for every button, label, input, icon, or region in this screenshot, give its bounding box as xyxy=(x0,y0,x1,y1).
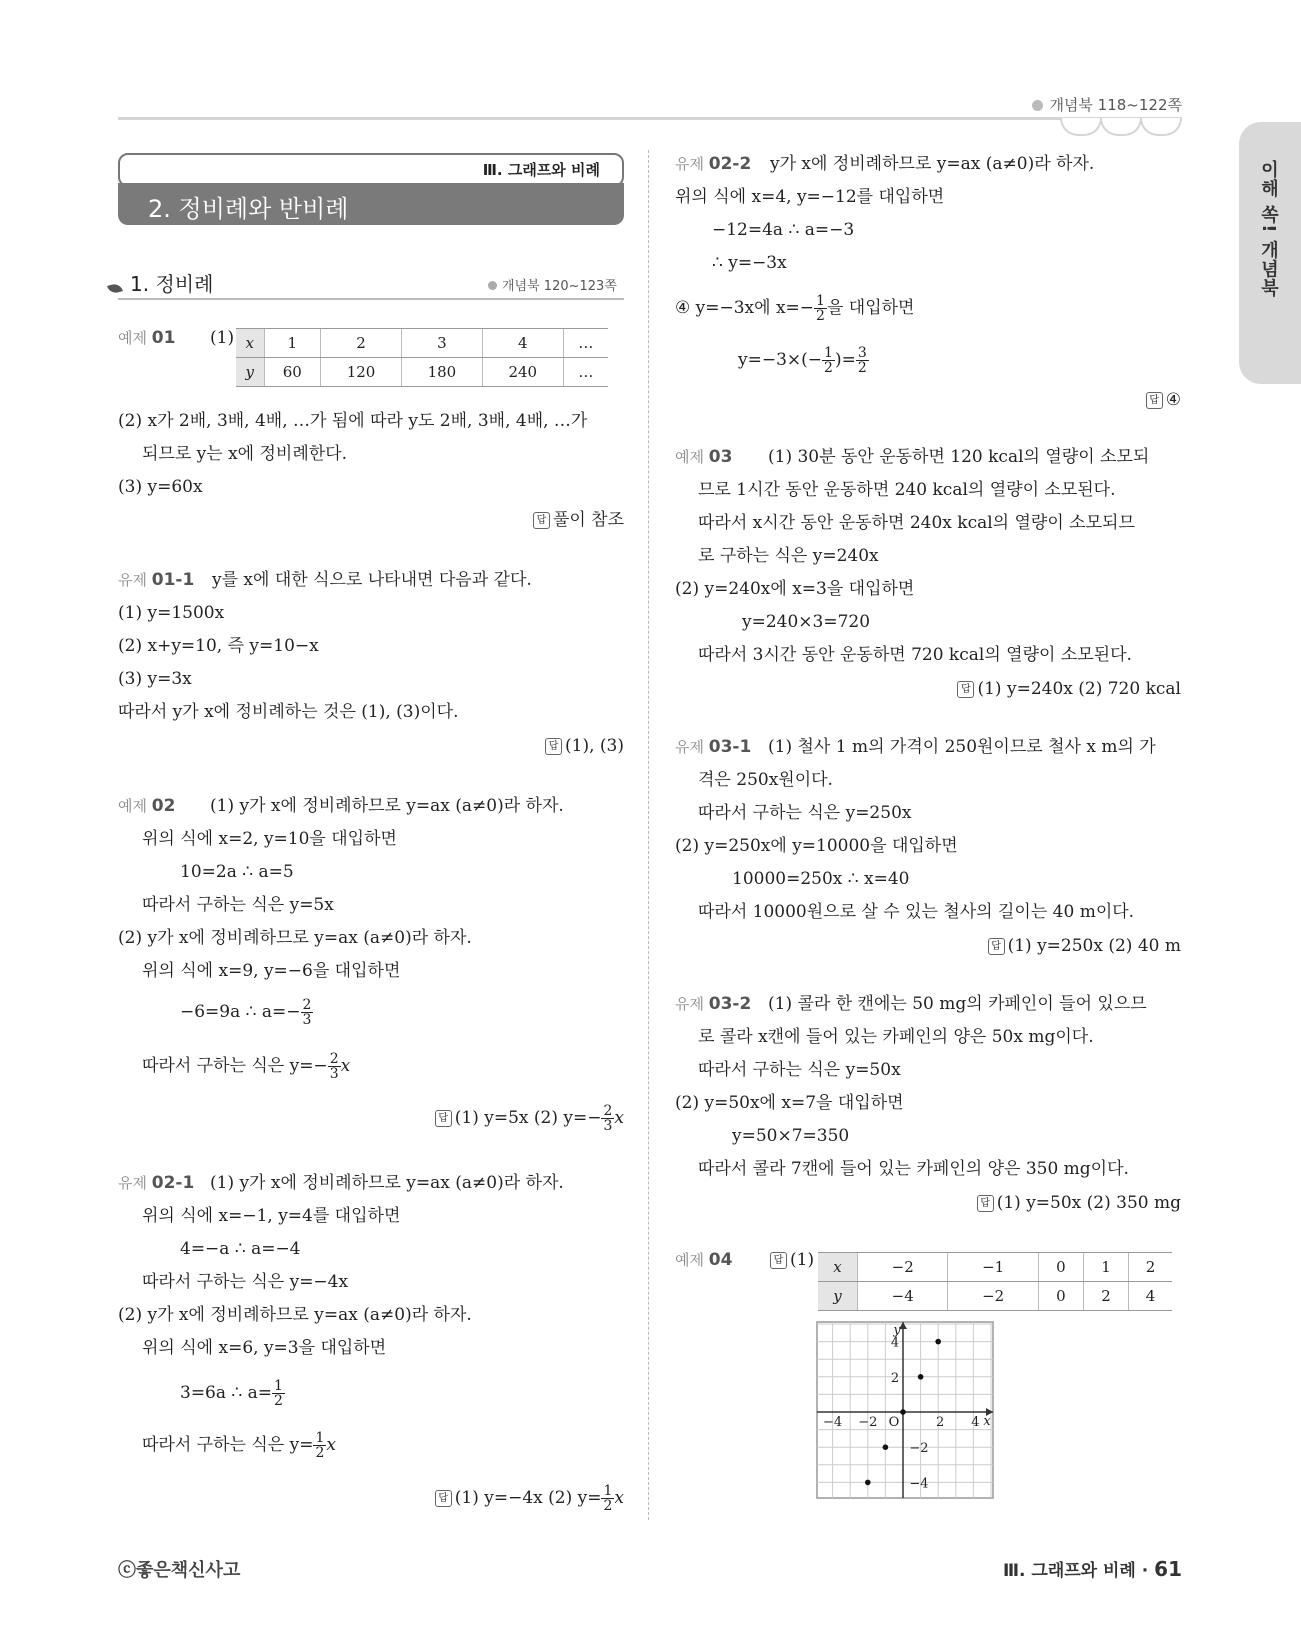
text-line: (1) y=1500x xyxy=(118,603,225,623)
text-line: y=−3×(− $\frac{1}{2}$ )= $\frac{3}{2}$ xyxy=(738,345,867,376)
q031-label: 유제 03-1 xyxy=(675,737,752,757)
text-line: 따라서 구하는 식은 y=5x xyxy=(142,895,334,915)
fraction: $\frac{1}{2}$ xyxy=(274,1378,283,1409)
text-line: 위의 식에 x=9, y=−6을 대입하면 xyxy=(142,961,401,981)
subsection-title: 1. 정비례 xyxy=(130,272,214,296)
table-cell: −1 xyxy=(948,1253,1038,1282)
footer-chapter: Ⅲ. 그래프와 비례 · 61 xyxy=(1002,1557,1182,1581)
bullet-icon xyxy=(488,281,497,290)
x-tick-label: −2 xyxy=(858,1415,878,1430)
fraction: $\frac{1}{2}$ xyxy=(603,1483,613,1514)
text-line: 로 구하는 식은 y=240x xyxy=(698,546,879,566)
header-decoration xyxy=(1062,118,1182,136)
y-axis-label: y xyxy=(893,1323,901,1338)
table-row xyxy=(236,358,608,387)
ex02-answer: 답 (1) y=5x (2) y=− $\frac{2}{3}$ x xyxy=(435,1104,624,1133)
table-cell: 3 xyxy=(401,329,482,358)
text-line: 10000=250x ∴ x=40 xyxy=(732,869,910,889)
q032-answer: 답 (1) y=50x (2) 350 mg xyxy=(977,1192,1181,1214)
text-line: (1) 콜라 한 캔에는 50 mg의 카페인이 들어 있으므 xyxy=(768,994,1147,1014)
text-line: 3=6a ∴ a= $\frac{1}{2}$ xyxy=(180,1378,283,1409)
section-title-bar xyxy=(118,183,624,225)
text-line: (2) y=50x에 x=7을 대입하면 xyxy=(675,1093,904,1113)
text-line: 따라서 y가 x에 정비례하는 것은 (1), (3)이다. xyxy=(118,702,459,722)
table-cell: 0 xyxy=(1038,1253,1083,1282)
text-line: ④ y=−3x에 x=− $\frac{1}{2}$ 을 대입하면 xyxy=(675,293,915,324)
ex01-answer: 답 풀이 참조 xyxy=(533,509,624,531)
chapter-box xyxy=(118,153,624,187)
data-point xyxy=(900,1409,906,1415)
header-ref xyxy=(1032,94,1182,115)
text-line: (2) y=250x에 y=10000을 대입하면 xyxy=(675,836,958,856)
page-number: 61 xyxy=(1154,1557,1182,1581)
text-line: y=240×3=720 xyxy=(742,612,871,632)
answer-icon: 답 xyxy=(435,1110,452,1127)
ex01-part1: (1) xyxy=(210,328,235,348)
fraction: $\frac{2}{3}$ xyxy=(302,997,312,1028)
text-line: (2) y=240x에 x=3을 대입하면 xyxy=(675,579,915,599)
table-cell: 2 xyxy=(1083,1282,1128,1311)
ex01-table xyxy=(236,328,608,387)
text-line: (1) y가 x에 정비례하므로 y=ax (a≠0)라 하자. xyxy=(210,1173,564,1193)
fraction: $\frac{1}{2}$ xyxy=(816,293,825,324)
text-line: 따라서 구하는 식은 y=− $\frac{2}{3}$ x xyxy=(142,1051,351,1082)
text-line: (3) y=60x xyxy=(118,477,203,497)
header-rule xyxy=(118,117,1182,120)
y-tick-label: 4 xyxy=(890,1335,900,1351)
ex03-label: 예제 03 xyxy=(675,447,733,467)
column-divider xyxy=(648,150,649,1520)
ex01-label: 예제 01 xyxy=(118,328,176,348)
text-line: (2) y가 x에 정비례하므로 y=ax (a≠0)라 하자. xyxy=(118,1305,472,1325)
text-line: 므로 1시간 동안 운동하면 240 kcal의 열량이 소모된다. xyxy=(698,480,1116,500)
answer-icon: 답 xyxy=(545,738,562,755)
text-line: 격은 250x원이다. xyxy=(698,770,833,790)
text-line: 위의 식에 x=4, y=−12를 대입하면 xyxy=(675,187,945,207)
text-line: 따라서 콜라 7캔에 들어 있는 카페인의 양은 350 mg이다. xyxy=(698,1159,1129,1179)
answer-icon: 답 xyxy=(435,1490,452,1507)
table-cell: −2 xyxy=(948,1282,1038,1311)
table-cell: … xyxy=(563,358,608,387)
data-point xyxy=(935,1339,941,1345)
table-cell: 4 xyxy=(1129,1282,1172,1311)
ex04-label: 예제 04 xyxy=(675,1250,733,1270)
answer-icon: 답 xyxy=(977,1195,994,1212)
text-line: 따라서 구하는 식은 y=50x xyxy=(698,1060,901,1080)
table-cell: −2 xyxy=(858,1253,948,1282)
y-tick-label: −2 xyxy=(909,1441,929,1457)
ex02-label: 예제 02 xyxy=(118,796,176,816)
ex03-answer: 답 (1) y=240x (2) 720 kcal xyxy=(957,678,1181,700)
answer-icon: 답 xyxy=(957,681,974,698)
section-title: 2. 정비례와 반비례 xyxy=(148,195,349,223)
fraction: $\frac{2}{3}$ xyxy=(329,1051,339,1082)
text-line: 위의 식에 x=6, y=3을 대입하면 xyxy=(142,1338,387,1358)
table-cell: y xyxy=(236,358,264,387)
leaf-icon xyxy=(107,282,123,294)
data-point xyxy=(918,1374,924,1380)
text-line: (1) 철사 1 m의 가격이 250원이므로 철사 x m의 가 xyxy=(768,737,1156,757)
table-cell: 1 xyxy=(1083,1253,1128,1282)
fraction: $\frac{1}{2}$ xyxy=(824,345,833,376)
table-cell: 240 xyxy=(482,358,563,387)
table-cell: x xyxy=(236,329,264,358)
x-tick-label: −4 xyxy=(823,1415,843,1430)
text-line: 따라서 3시간 동안 운동하면 720 kcal의 열량이 소모된다. xyxy=(698,645,1132,665)
fraction: $\frac{1}{2}$ xyxy=(315,1430,325,1461)
side-tab-label: 이해 쏙! 개념북 xyxy=(1258,160,1279,298)
table-row xyxy=(818,1253,1172,1282)
y-tick-label: 2 xyxy=(890,1370,900,1386)
q022-label: 유제 02-2 xyxy=(675,154,752,174)
text-line: y가 x에 정비례하므로 y=ax (a≠0)라 하자. xyxy=(770,154,1095,174)
subsection-ref-text: 개념북 120~123쪽 xyxy=(502,279,617,294)
q021-answer: 답 (1) y=−4x (2) y= $\frac{1}{2}$ x xyxy=(435,1484,624,1513)
coordinate-graph xyxy=(815,1320,1005,1510)
table-cell: 2 xyxy=(1129,1253,1172,1282)
text-line: 위의 식에 x=2, y=10을 대입하면 xyxy=(142,829,397,849)
data-point xyxy=(883,1444,889,1450)
ex04-table xyxy=(818,1252,1172,1311)
table-cell: y xyxy=(818,1282,858,1311)
table-cell: 4 xyxy=(482,329,563,358)
table-cell: 60 xyxy=(264,358,320,387)
text-line: 따라서 구하는 식은 y= $\frac{1}{2}$ x xyxy=(142,1430,336,1461)
answer-icon: 답 xyxy=(770,1252,787,1269)
answer-icon: 답 xyxy=(1146,392,1163,409)
q011-label: 유제 01-1 xyxy=(118,570,195,590)
text-line: 따라서 구하는 식은 y=−4x xyxy=(142,1272,349,1292)
text-line: 되므로 y는 x에 정비례한다. xyxy=(142,444,348,464)
q031-answer: 답 (1) y=250x (2) 40 m xyxy=(988,935,1181,957)
table-cell: 180 xyxy=(401,358,482,387)
q011-answer: 답 (1), (3) xyxy=(545,735,624,757)
text-line: 4=−a ∴ a=−4 xyxy=(180,1239,301,1259)
table-cell: … xyxy=(563,329,608,358)
text-line: 따라서 구하는 식은 y=250x xyxy=(698,803,912,823)
text-line: 위의 식에 x=−1, y=4를 대입하면 xyxy=(142,1206,401,1226)
table-cell: 2 xyxy=(321,329,402,358)
answer-icon: 답 xyxy=(533,512,550,529)
text-line: 따라서 x시간 동안 운동하면 240x kcal의 열량이 소모되므 xyxy=(698,513,1135,533)
text-line: −12=4a ∴ a=−3 xyxy=(712,220,855,240)
subsection-rule xyxy=(118,298,624,300)
text-line: y=50×7=350 xyxy=(732,1126,850,1146)
answer-icon: 답 xyxy=(988,938,1005,955)
y-tick-label: −4 xyxy=(909,1476,929,1492)
header-ref-text: 개념북 118~122쪽 xyxy=(1049,96,1182,114)
text-line: (2) y가 x에 정비례하므로 y=ax (a≠0)라 하자. xyxy=(118,928,472,948)
table-cell: 0 xyxy=(1038,1282,1083,1311)
text-line: (1) y가 x에 정비례하므로 y=ax (a≠0)라 하자. xyxy=(210,796,564,816)
text-line: ∴ y=−3x xyxy=(712,253,787,273)
fraction: $\frac{2}{3}$ xyxy=(603,1103,613,1134)
text-line: (2) x가 2배, 3배, 4배, …가 됨에 따라 y도 2배, 3배, 4배, …가 xyxy=(118,411,588,431)
bullet-icon xyxy=(1032,100,1043,111)
table-cell: x xyxy=(818,1253,858,1282)
text-line: (1) 30분 동안 운동하면 120 kcal의 열량이 소모되 xyxy=(768,447,1150,467)
text-line: −6=9a ∴ a=− $\frac{2}{3}$ xyxy=(180,997,312,1028)
fraction: $\frac{3}{2}$ xyxy=(857,345,867,376)
text-line: (2) x+y=10, 즉 y=10−x xyxy=(118,636,319,656)
text-line: (3) y=3x xyxy=(118,669,192,689)
text-line: 따라서 10000원으로 살 수 있는 철사의 길이는 40 m이다. xyxy=(698,902,1135,922)
text-line: 10=2a ∴ a=5 xyxy=(180,862,294,882)
q022-answer: 답 ④ xyxy=(1146,389,1181,411)
data-point xyxy=(865,1480,871,1486)
q021-label: 유제 02-1 xyxy=(118,1173,195,1193)
table-row xyxy=(236,329,608,358)
origin-label: O xyxy=(888,1415,900,1430)
x-tick-label: 4 xyxy=(971,1415,980,1430)
table-cell: 1 xyxy=(264,329,320,358)
x-axis-label: x xyxy=(983,1414,991,1429)
ex04-part1: 답 (1) xyxy=(770,1249,814,1271)
subsection-ref xyxy=(488,275,617,294)
q032-label: 유제 03-2 xyxy=(675,994,752,1014)
table-row xyxy=(818,1282,1172,1311)
text-line: y를 x에 대한 식으로 나타내면 다음과 같다. xyxy=(212,570,532,590)
chapter-label: Ⅲ. 그래프와 비례 xyxy=(482,161,600,179)
x-tick-label: 2 xyxy=(936,1415,945,1430)
graph-frame xyxy=(817,1322,993,1498)
table-cell: 120 xyxy=(321,358,402,387)
text-line: 로 콜라 x캔에 들어 있는 카페인의 양은 50x mg이다. xyxy=(698,1027,1094,1047)
publisher-logo: ⓒ좋은책신사고 xyxy=(118,1560,241,1581)
table-cell: −4 xyxy=(858,1282,948,1311)
